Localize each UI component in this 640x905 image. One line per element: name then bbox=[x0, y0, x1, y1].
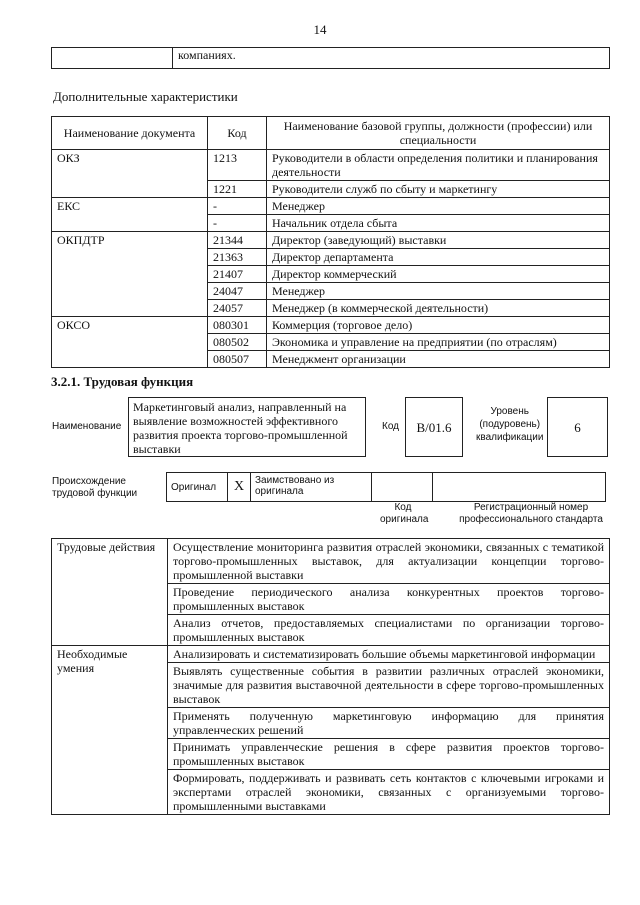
borrowed-label bbox=[251, 473, 372, 502]
skill-item: Выявлять существенные события в развитии различных отраслей экономики, значимые для развития выставочной деятельности в сфере торгово-промышленных выставок bbox=[168, 663, 610, 708]
code-cell: - bbox=[208, 198, 267, 215]
level-label bbox=[476, 405, 543, 444]
labor-action-item: Осуществление мониторинга развития отраслей экономики, связанных с тематикой торгово-промышленных выставок, для актуализации концепции торгово-промышленной выставки bbox=[168, 539, 610, 584]
name-cell: Директор коммерческий bbox=[267, 266, 610, 283]
name-cell: Экономика и управление на предприятии (по отраслям) bbox=[267, 334, 610, 351]
caption-line: профессионального стандарта bbox=[459, 514, 603, 525]
name-cell: Начальник отдела сбыта bbox=[267, 215, 610, 232]
original-code-cell bbox=[372, 473, 433, 502]
doc-eks: ЕКС bbox=[52, 198, 208, 232]
doc-okz: ОКЗ bbox=[52, 150, 208, 198]
code-cell: 1221 bbox=[208, 181, 267, 198]
function-code-value: B/01.6 bbox=[405, 397, 463, 457]
original-mark: X bbox=[228, 473, 251, 502]
caption-registration-number bbox=[452, 502, 610, 526]
empty-cell bbox=[52, 48, 173, 69]
table-row bbox=[52, 317, 610, 334]
doc-okso: ОКСО bbox=[52, 317, 208, 368]
name-cell: Менеджер bbox=[267, 283, 610, 300]
original-label: Оригинал bbox=[167, 473, 228, 502]
name-cell: Руководители служб по сбыту и маркетингу bbox=[267, 181, 610, 198]
additional-characteristics-title: Дополнительные характеристики bbox=[53, 89, 238, 104]
level-label-line: (подуровень) bbox=[479, 419, 541, 430]
header-doc: Наименование документа bbox=[52, 117, 208, 150]
table-row bbox=[52, 232, 610, 249]
skill-item: Формировать, поддерживать и развивать сеть контактов с ключевыми игроками и экспертами отраслей экономики, связанных с организуемыми торгово-промышленными выставками bbox=[168, 770, 610, 815]
labor-actions-label: Трудовые действия bbox=[52, 539, 168, 646]
additional-characteristics-table bbox=[51, 116, 610, 368]
header-name: Наименование базовой группы, должности (профессии) или специальности bbox=[267, 117, 610, 150]
section-heading: 3.2.1. Трудовая функция bbox=[51, 374, 194, 389]
labor-action-item: Анализ отчетов, предоставляемых специалистами по организации торгово-промышленных выставок bbox=[168, 615, 610, 646]
name-cell: Менеджер bbox=[267, 198, 610, 215]
name-cell: Директор (заведующий) выставки bbox=[267, 232, 610, 249]
doc-okpdtr: ОКПДТР bbox=[52, 232, 208, 317]
previous-table-fragment bbox=[51, 47, 610, 69]
table-row bbox=[52, 150, 610, 181]
registration-number-cell bbox=[433, 473, 606, 502]
table-header-row bbox=[52, 117, 610, 150]
code-cell: 24047 bbox=[208, 283, 267, 300]
name-cell: Директор департамента bbox=[267, 249, 610, 266]
code-label: Код bbox=[382, 421, 400, 432]
code-cell: 21407 bbox=[208, 266, 267, 283]
skill-item: Применять полученную маркетинговую информацию для принятия управленческих решений bbox=[168, 708, 610, 739]
name-cell: Руководители в области определения политики и планирования деятельности bbox=[267, 150, 610, 181]
page-number: 14 bbox=[313, 22, 327, 37]
labor-action-item: Проведение периодического анализа конкурентных проектов торгово-промышленных выставок bbox=[168, 584, 610, 615]
origin-table bbox=[166, 472, 606, 502]
origin-label-line: трудовой функции bbox=[52, 488, 138, 499]
borrowed-line: оригинала bbox=[255, 486, 304, 497]
skill-item: Анализировать и систематизировать большие объемы маркетинговой информации bbox=[168, 646, 610, 663]
name-cell: Менеджмент организации bbox=[267, 351, 610, 368]
code-cell: 21344 bbox=[208, 232, 267, 249]
table-row bbox=[52, 646, 610, 663]
fragment-text: компаниях. bbox=[173, 48, 610, 69]
origin-label-line: Происхождение bbox=[52, 476, 126, 487]
caption-original-code bbox=[380, 502, 429, 526]
name-label: Наименование bbox=[52, 421, 122, 432]
caption-line: Регистрационный номер bbox=[473, 502, 589, 513]
caption-line: оригинала bbox=[380, 514, 429, 525]
code-cell: - bbox=[208, 215, 267, 232]
code-cell: 080502 bbox=[208, 334, 267, 351]
labor-actions-skills-table bbox=[51, 538, 610, 815]
level-label-line: квалификации bbox=[476, 432, 544, 443]
borrowed-line: Заимствовано из bbox=[255, 475, 335, 486]
table-row bbox=[52, 198, 610, 215]
origin-label bbox=[52, 476, 137, 500]
code-cell: 21363 bbox=[208, 249, 267, 266]
qualification-level-value: 6 bbox=[547, 397, 608, 457]
caption-line: Код bbox=[394, 502, 412, 513]
code-cell: 080507 bbox=[208, 351, 267, 368]
table-row bbox=[52, 539, 610, 584]
name-cell: Менеджер (в коммерческой деятельности) bbox=[267, 300, 610, 317]
skill-item: Принимать управленческие решения в сфере развития проектов торгово-промышленных выставок bbox=[168, 739, 610, 770]
level-label-line: Уровень bbox=[490, 406, 529, 417]
skills-label: Необходимые умения bbox=[52, 646, 168, 815]
code-cell: 24057 bbox=[208, 300, 267, 317]
name-cell: Коммерция (торговое дело) bbox=[267, 317, 610, 334]
header-code: Код bbox=[208, 117, 267, 150]
function-name-value: Маркетинговый анализ, направленный на выявление возможностей эффективного развития проекта торгово-промышленной выставки bbox=[128, 397, 366, 457]
code-cell: 080301 bbox=[208, 317, 267, 334]
code-cell: 1213 bbox=[208, 150, 267, 181]
